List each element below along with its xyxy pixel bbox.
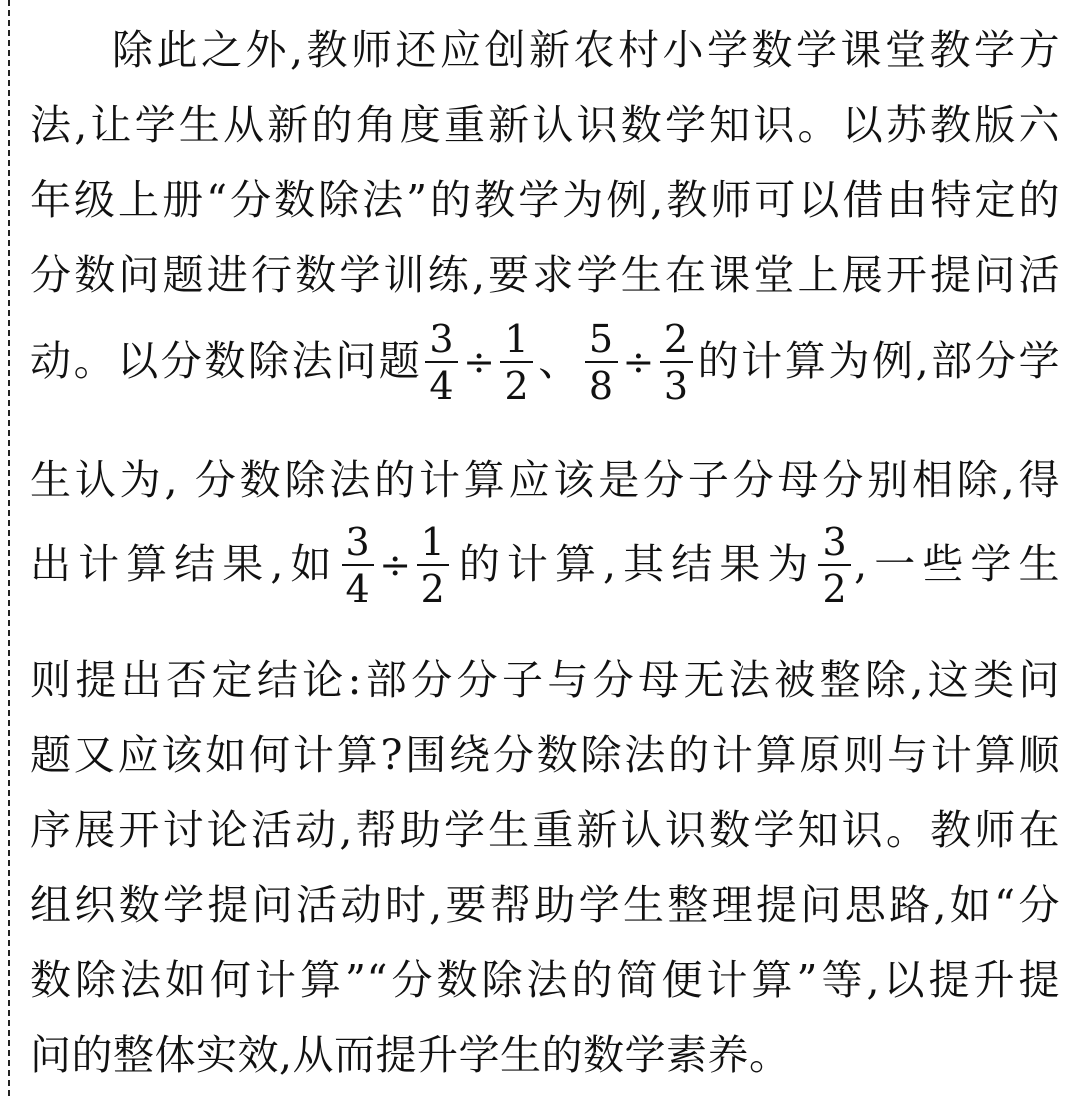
line5-post: 的计算为例,部分学	[695, 337, 1060, 385]
denominator: 4	[429, 364, 455, 408]
numerator: 5	[585, 320, 618, 363]
text-line-9: 题又应该如何计算?围绕分数除法的计算原则与计算顺	[30, 731, 1060, 779]
numerator: 2	[660, 320, 693, 363]
text-line-3: 年级上册“分数除法”的教学为例,教师可以借由特定的	[30, 176, 1060, 224]
denominator: 2	[420, 567, 446, 611]
denominator: 4	[345, 567, 371, 611]
text-line-12: 数除法如何计算”“分数除法的简便计算”等,以提升提	[30, 956, 1060, 1004]
line7-mid: 的计算,其结果为	[452, 540, 816, 588]
numerator: 1	[417, 523, 450, 566]
division-sign: ÷	[379, 543, 412, 587]
text-line-4: 分数问题进行数学训练,要求学生在课堂上展开提问活	[30, 251, 1060, 299]
text-line-1: 除此之外,教师还应创新农村小学数学课堂教学方	[112, 26, 1060, 74]
numerator: 3	[425, 320, 458, 363]
text-line-11: 组织数学提问活动时,要帮助学生整理提问思路,如“分	[30, 881, 1060, 929]
text-line-5	[30, 317, 1060, 408]
numerator: 3	[818, 523, 851, 566]
fraction-3-4	[342, 520, 375, 611]
enumeration-comma: 、	[536, 337, 582, 385]
numerator: 1	[500, 320, 533, 363]
fraction-3-2	[818, 520, 851, 611]
denominator: 3	[663, 364, 689, 408]
fraction-5-8	[585, 317, 618, 408]
line5-pre: 动。以分数除法问题	[30, 337, 423, 385]
denominator: 2	[822, 567, 848, 611]
denominator: 8	[588, 364, 614, 408]
fraction-3-4	[425, 317, 458, 408]
fraction-1-2	[417, 520, 450, 611]
line7-post: ,一些学生	[854, 540, 1060, 588]
text-line-10: 序展开讨论活动,帮助学生重新认识数学知识。教师在	[30, 806, 1060, 854]
text-line-6: 生认为, 分数除法的计算应该是分子分母分别相除,得	[30, 456, 1060, 504]
line7-pre: 出计算结果,如	[30, 540, 339, 588]
numerator: 3	[342, 523, 375, 566]
denominator: 2	[504, 364, 530, 408]
text-line-7	[30, 520, 1060, 611]
text-line-13: 问的整体实效,从而提升学生的数学素养。	[30, 1031, 791, 1079]
text-line-2: 法,让学生从新的角度重新认识数学知识。以苏教版六	[30, 101, 1060, 149]
fraction-1-2	[500, 317, 533, 408]
dashed-margin-line	[8, 0, 10, 1096]
division-sign: ÷	[622, 340, 655, 384]
text-line-8: 则提出否定结论:部分分子与分母无法被整除,这类问	[30, 656, 1060, 704]
division-sign: ÷	[463, 340, 496, 384]
fraction-2-3	[660, 317, 693, 408]
